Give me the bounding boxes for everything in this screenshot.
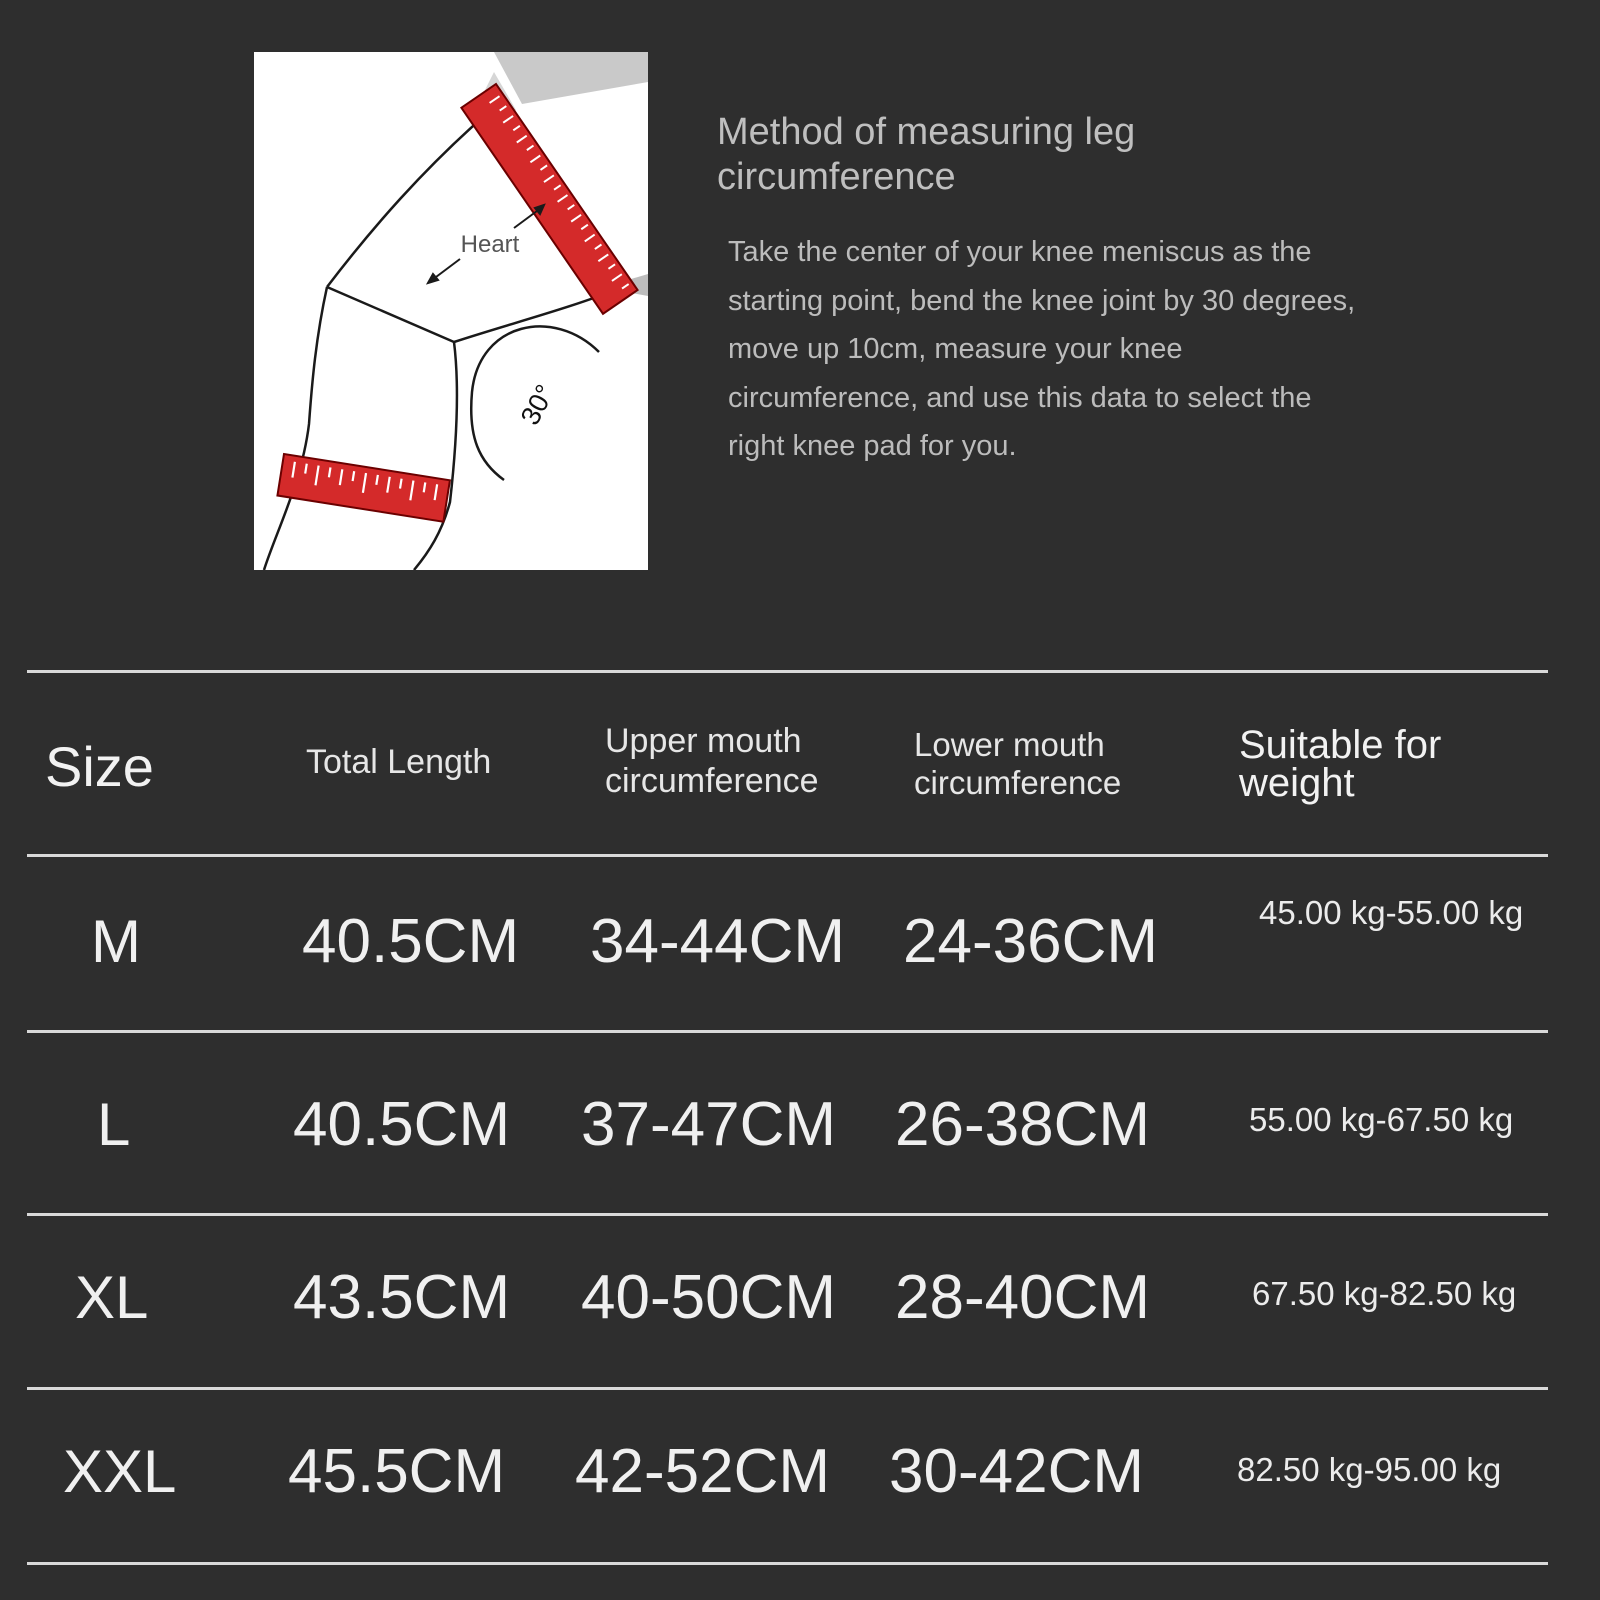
size-cell: XXL bbox=[63, 1438, 177, 1505]
thigh-shadow bbox=[494, 52, 648, 104]
upper-mouth-cell: 34-44CM bbox=[590, 907, 845, 976]
weight-cell: 67.50 kg-82.50 kg bbox=[1252, 1275, 1517, 1312]
row-divider bbox=[27, 1387, 1548, 1390]
header-upper-mouth: Upper mouth circumference bbox=[605, 722, 819, 800]
knee-measurement-illustration bbox=[254, 52, 648, 570]
upper-mouth-cell: 42-52CM bbox=[575, 1437, 830, 1506]
header-size: Size bbox=[45, 735, 154, 798]
header-weight: Suitable for weight bbox=[1239, 723, 1442, 805]
upper-tape bbox=[461, 84, 637, 314]
heart-label: Heart bbox=[460, 231, 520, 258]
lower-mouth-cell: 24-36CM bbox=[903, 907, 1158, 976]
upper-mouth-cell: 40-50CM bbox=[581, 1263, 836, 1332]
header-total-length: Total Length bbox=[306, 743, 492, 781]
table-bottom-divider bbox=[27, 1562, 1548, 1565]
header-divider bbox=[27, 854, 1548, 857]
size-cell: XL bbox=[75, 1264, 149, 1331]
total-length-cell: 40.5CM bbox=[293, 1090, 511, 1159]
header-lower-mouth: Lower mouth circumference bbox=[914, 726, 1122, 801]
total-length-cell: 40.5CM bbox=[302, 907, 520, 976]
lower-tape bbox=[277, 454, 450, 522]
weight-cell: 45.00 kg-55.00 kg bbox=[1259, 894, 1524, 931]
total-length-cell: 45.5CM bbox=[288, 1437, 506, 1506]
method-title: Method of measuring leg circumference bbox=[717, 111, 1136, 198]
total-length-cell: 43.5CM bbox=[293, 1263, 511, 1332]
table-top-divider bbox=[27, 670, 1548, 673]
size-cell: L bbox=[97, 1091, 131, 1158]
row-divider bbox=[27, 1213, 1548, 1216]
angle-label: 30° bbox=[514, 379, 561, 430]
knee-diagram bbox=[254, 52, 648, 570]
method-description: Take the center of your knee meniscus as the starting point, bend the knee joint by 30 degrees, move up 10cm, measure your knee circumference, and use this data to select the right knee pad for you. bbox=[728, 236, 1356, 462]
size-table bbox=[27, 670, 1548, 1565]
upper-mouth-cell: 37-47CM bbox=[581, 1090, 836, 1159]
row-divider bbox=[27, 1030, 1548, 1033]
weight-cell: 55.00 kg-67.50 kg bbox=[1249, 1101, 1514, 1138]
lower-mouth-cell: 26-38CM bbox=[895, 1090, 1150, 1159]
size-cell: M bbox=[91, 908, 141, 975]
lower-mouth-cell: 30-42CM bbox=[889, 1437, 1144, 1506]
weight-cell: 82.50 kg-95.00 kg bbox=[1237, 1451, 1502, 1488]
lower-mouth-cell: 28-40CM bbox=[895, 1263, 1150, 1332]
